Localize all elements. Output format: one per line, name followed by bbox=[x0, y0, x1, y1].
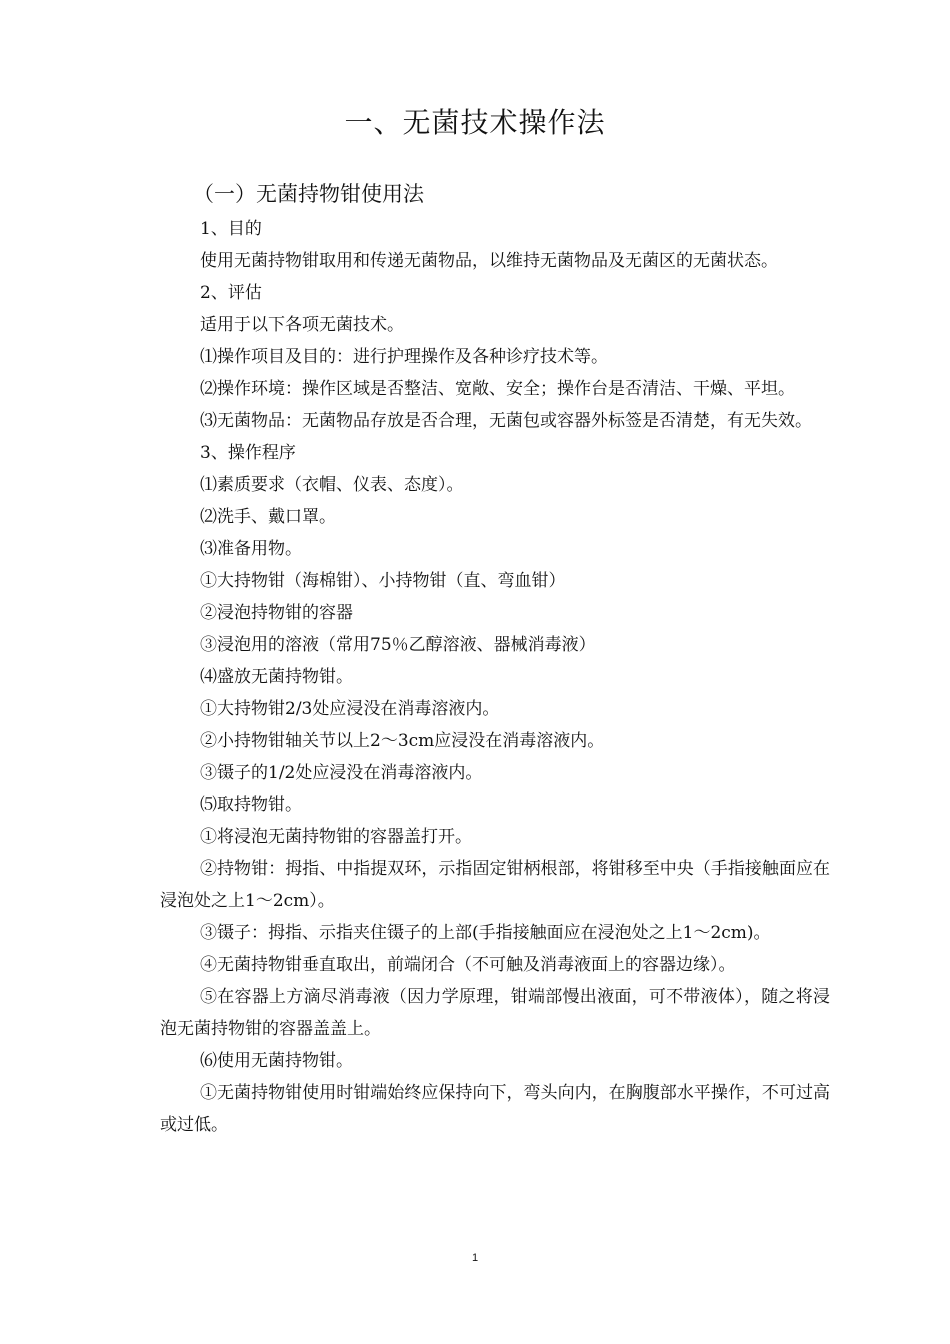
section-heading: （一）无菌持物钳使用法 bbox=[193, 182, 424, 206]
paragraph: ①无菌持物钳使用时钳端始终应保持向下，弯头向内，在胸腹部水平操作，不可过高或过低。 bbox=[160, 1083, 830, 1135]
paragraph: ⑷盛放无菌持物钳。 bbox=[200, 667, 353, 687]
paragraph: ③浸泡用的溶液（常用75％乙醇溶液、器械消毒液） bbox=[200, 635, 596, 655]
page-number: 1 bbox=[471, 1252, 479, 1264]
paragraph: ④无菌持物钳垂直取出，前端闭合（不可触及消毒液面上的容器边缘）。 bbox=[200, 955, 736, 975]
paragraph: ⑴操作项目及目的：进行护理操作及各种诊疗技术等。 bbox=[200, 347, 608, 367]
document-title: 一、无菌技术操作法 bbox=[344, 106, 606, 139]
paragraph: ①将浸泡无菌持物钳的容器盖打开。 bbox=[200, 827, 472, 847]
paragraph: 适用于以下各项无菌技术。 bbox=[200, 315, 404, 335]
paragraph: ⑵洗手、戴口罩。 bbox=[200, 507, 336, 527]
paragraph: ③镊子的1/2处应浸没在消毒溶液内。 bbox=[200, 763, 483, 783]
paragraph: ③镊子：拇指、示指夹住镊子的上部(手指接触面应在浸泡处之上1～2cm)。 bbox=[200, 923, 771, 943]
document-body bbox=[160, 213, 830, 1141]
paragraph: ⑹使用无菌持物钳。 bbox=[200, 1051, 353, 1071]
paragraph: ⑤在容器上方滴尽消毒液（因力学原理，钳端部慢出液面，可不带液体），随之将浸泡无菌持物钳的容器盖盖上。 bbox=[160, 987, 830, 1039]
paragraph: 1、目的 bbox=[200, 219, 262, 239]
paragraph: ②浸泡持物钳的容器 bbox=[200, 603, 353, 623]
paragraph: ②小持物钳轴关节以上2～3cm应浸没在消毒溶液内。 bbox=[200, 731, 605, 751]
paragraph: ⑵操作环境：操作区域是否整洁、宽敞、安全；操作台是否清洁、干燥、平坦。 bbox=[200, 379, 795, 399]
paragraph: 使用无菌持物钳取用和传递无菌物品，以维持无菌物品及无菌区的无菌状态。 bbox=[200, 251, 778, 271]
paragraph: ⑸取持物钳。 bbox=[200, 795, 302, 815]
paragraph: ⑶无菌物品：无菌物品存放是否合理，无菌包或容器外标签是否清楚，有无失效。 bbox=[200, 411, 812, 431]
paragraph: ②持物钳：拇指、中指提双环，示指固定钳柄根部，将钳移至中央（手指接触面应在浸泡处之上1～2cm）。 bbox=[160, 859, 830, 911]
paragraph: 2、评估 bbox=[200, 283, 262, 303]
paragraph: ⑴素质要求（衣帽、仪表、态度）。 bbox=[200, 475, 464, 495]
paragraph: ⑶准备用物。 bbox=[200, 539, 302, 559]
paragraph: ①大持物钳（海棉钳）、小持物钳（直、弯血钳） bbox=[200, 571, 566, 591]
paragraph: 3、操作程序 bbox=[200, 443, 296, 463]
paragraph: ①大持物钳2/3处应浸没在消毒溶液内。 bbox=[200, 699, 500, 719]
